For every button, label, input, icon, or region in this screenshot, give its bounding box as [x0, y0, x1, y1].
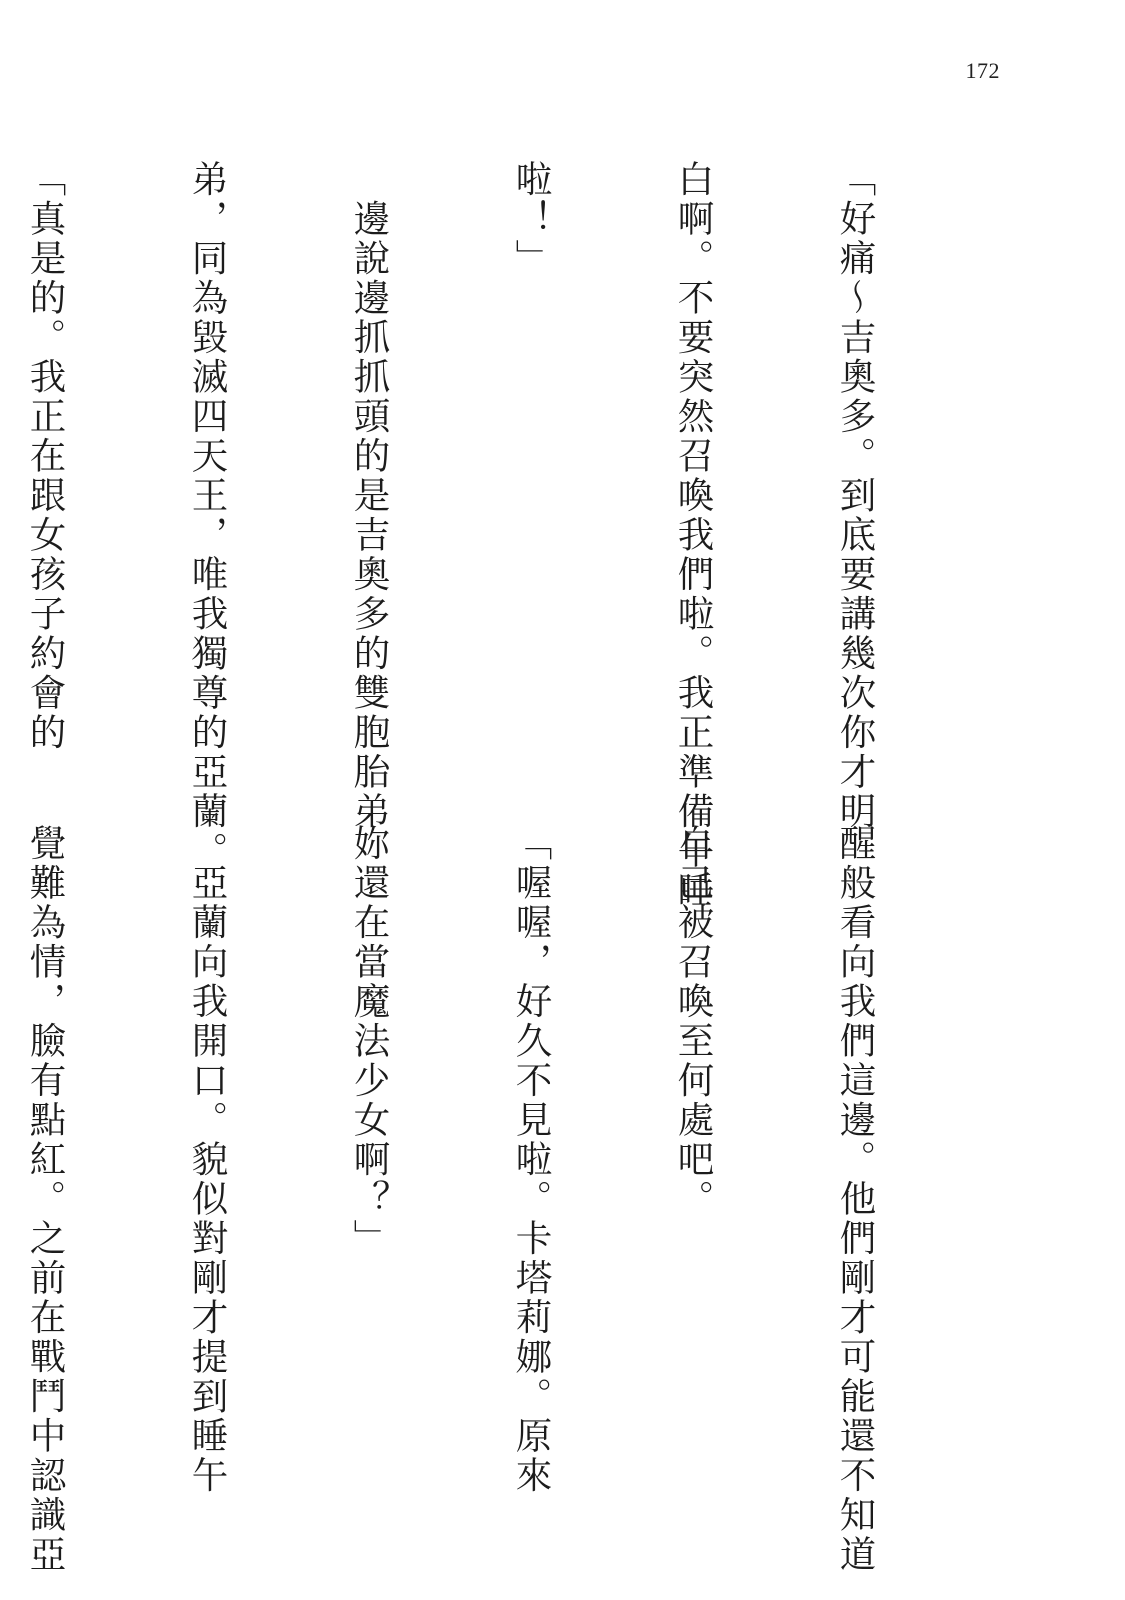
text-line: 「喔喔，好久不見啦。卡塔莉娜。原來 — [510, 824, 553, 1496]
text-line: 覺難為情，臉有點紅。之前在戰鬥中認識亞 — [24, 824, 67, 1575]
text-line: 「好痛～吉奧多。到底要講幾次你才明 — [834, 160, 877, 832]
text-line: 啦！」 — [510, 160, 553, 279]
text-line: 醒般看向我們這邊。他們剛才可能還不知道 — [834, 824, 877, 1575]
text-line: 自己被召喚至何處吧。 — [672, 824, 715, 1219]
text-line: 「真是的。我正在跟女孩子約會的 — [24, 160, 67, 753]
text-block-lower — [0, 824, 990, 1575]
page-number: 172 — [965, 58, 1000, 83]
text-line: 亞蘭向我開口。貌似對剛才提到睡午 — [186, 824, 229, 1496]
text-line: 弟，同為毀滅四天王，唯我獨尊的亞蘭。 — [186, 160, 229, 871]
text-line: 白啊。不要突然召喚我們啦。我正準備午睡 — [672, 160, 715, 911]
text-line: 邊說邊抓抓頭的是吉奧多的雙胞胎弟 — [348, 160, 391, 832]
text-line: 妳還在當魔法少女啊？」 — [348, 824, 391, 1259]
text-block-upper — [0, 160, 990, 911]
